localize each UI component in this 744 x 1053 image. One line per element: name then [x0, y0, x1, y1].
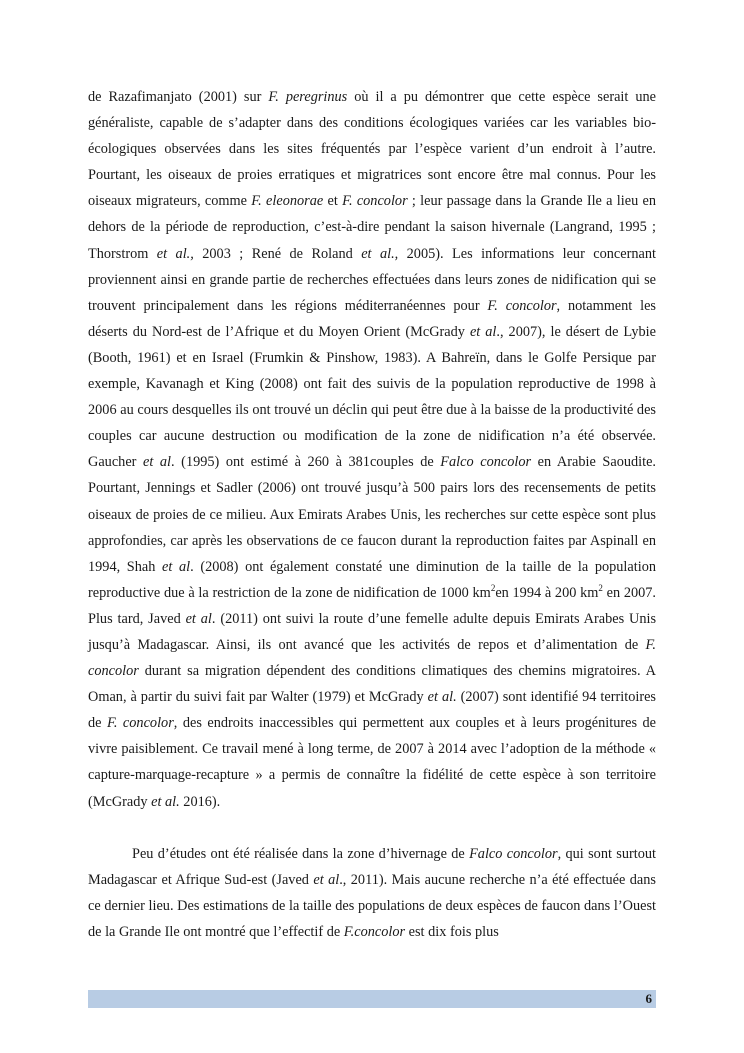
italic-text: F. concolor: [88, 636, 656, 680]
paragraph: [88, 84, 656, 815]
text-run: et: [323, 193, 343, 210]
text-run: ; leur passage dans la Grande Ile a lieu en dehors de la période de reproduction, c’est-à-dire pendant la saison hivernale (Langrand, 1995 ; Thorstrom: [88, 193, 656, 262]
text-run: ., 2011). Mais aucune recherche n’a été effectuée dans ce dernier lieu. Des estimations de la taille des populations de deux espèces de faucon dans l’Ouest de la Grande Ile ont montré que l’effectif de: [88, 871, 656, 940]
text-run: de Razafimanjato (2001) sur: [88, 89, 269, 105]
text-run: où il a pu démontrer que cette espèce serait une généraliste, capable de s’adapter dans des conditions écologiques variées car les variables bio-écologiques observées dans les sites fréquentés par l’espèce varient d’un endroit à l’autre. Pourtant, les oiseaux de proies erratiques et migratrices sont encore être mal connus. Pour les oiseaux migrateurs, comme: [88, 89, 657, 210]
page-number: 6: [645, 991, 652, 1006]
italic-text: et al: [313, 871, 340, 888]
text-run: , des endroits inaccessibles qui permettent aux couples et à leurs progénitures de vivre paisiblement. Ce travail mené à long terme, de 2007 à 2014 avec l’adoption de la méthode « capture-marquage-recapture » a permis de connaître la fidélité de cette espèce à son territoire (McGrady: [88, 715, 657, 810]
italic-text: F.concolor: [343, 923, 406, 940]
text-run: en Arabie Saoudite. Pourtant, Jennings et Sadler (2006) ont trouvé jusqu’à 500 pairs lors des recensements de petits oiseaux de proies de ce milieu. Aux Emirats Arabes Unis, les recherches sur cette espèce sont plus approfondies, car après les observations de ce faucon durant la reproduction faites par Aspinall en 1994, Shah: [88, 454, 656, 575]
italic-text: et al: [185, 610, 212, 627]
italic-text: F. concolor: [487, 297, 557, 314]
text-run: est dix fois plus: [405, 923, 499, 940]
text-run: 2005). Les informations leur concernant proviennent ainsi en grande partie de recherches effectuées dans leurs zones de nidification qui se trouvent principalement dans les régions méditerranéennes pour: [88, 245, 656, 314]
italic-text: F. peregrinus: [268, 89, 348, 105]
text-run: (2007) sont identifié 94 territoires de: [88, 689, 656, 732]
text-run: . (2011) ont suivi la route d’une femelle adulte depuis Emirats Arabes Unis jusqu’à Madagascar. Ainsi, ils ont avancé que les activités de repos et d’alimentation de: [88, 610, 657, 653]
superscript: 2: [598, 583, 603, 594]
text-run: , qui sont surtout Madagascar et Afrique Sud-est (Javed: [88, 845, 656, 888]
italic-text: F. concolor: [342, 193, 408, 210]
italic-text: et al.,: [361, 245, 399, 262]
text-run: . (2008) ont également constaté une diminution de la taille de la population reproductive due à la restriction de la zone de nidification de 1000 km: [88, 558, 656, 601]
italic-text: F. eleonorae: [251, 193, 324, 210]
italic-text: et al.: [427, 689, 457, 706]
text-run: . (1995) ont estimé à 260 à 381couples de: [171, 454, 441, 471]
italic-text: F. concolor: [106, 715, 174, 732]
italic-text: et al: [469, 323, 497, 340]
text-run: Peu d’études ont été réalisée dans la zone d’hivernage de: [132, 845, 470, 862]
text-run: ., 2007), le désert de Lybie (Booth, 1961) et en Israel (Frumkin & Pinshow, 1983). A Bahreïn, dans le Golfe Persique par exemple, Kavanagh et King (2008) ont fait des suivis de la population reproductive de 1998 à 2006 au cours desquelles ils ont trouvé un déclin qui peut être due à la baisse de la productivité des couples car aucune destruction ou modification de la zone de nidification n’a été observée. Gaucher: [88, 323, 656, 471]
italic-text: et al: [162, 558, 191, 575]
text-run: en 2007. Plus tard, Javed: [88, 584, 656, 627]
text-run: 2003 ; René de Roland: [193, 245, 362, 262]
text-run: en 1994 à 200 km: [495, 584, 599, 601]
superscript: 2: [490, 583, 496, 594]
body-text: [88, 84, 656, 945]
paragraph: [88, 841, 656, 945]
italic-text: et al.,: [156, 245, 194, 262]
italic-text: Falco concolor: [469, 845, 558, 862]
italic-text: et al: [143, 454, 172, 471]
text-run: , notamment les déserts du Nord-est de l’Afrique et du Moyen Orient (McGrady: [88, 297, 656, 340]
footer-bar: [88, 990, 656, 1008]
italic-text: Falco concolor: [440, 454, 532, 471]
text-run: 2016).: [179, 793, 221, 810]
italic-text: et al.: [151, 793, 180, 810]
text-run: durant sa migration dépendent des conditions climatiques des chemins migratoires. A Oman, à partir du suivi fait par Walter (1979) et McGrady: [88, 663, 656, 706]
